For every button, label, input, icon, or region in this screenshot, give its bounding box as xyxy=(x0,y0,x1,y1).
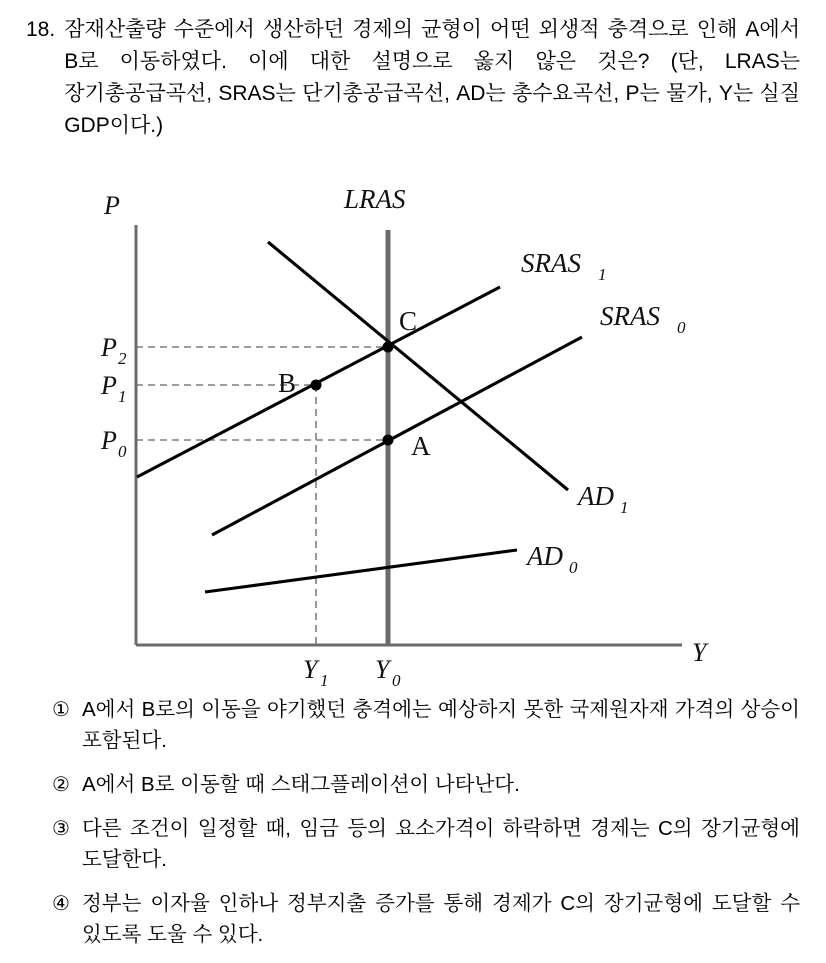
ad-as-diagram xyxy=(0,180,826,690)
tick-label-p0-sub: 0 xyxy=(118,442,127,461)
tick-label-p2-sub: 2 xyxy=(118,349,127,368)
question-block xyxy=(0,0,826,142)
choice-3-text: 다른 조건이 일정할 때, 임금 등의 요소가격이 하락하면 경제는 C의 장기균형에 도달한다. xyxy=(82,817,800,871)
choice-3[interactable] xyxy=(52,813,800,875)
tick-label-p1: P xyxy=(101,371,117,400)
choice-4-number: ④ xyxy=(52,891,70,915)
x-axis-label: Y xyxy=(692,638,707,667)
question-text: 잠재산출량 수준에서 생산하던 경제의 균형이 어떤 외생적 충격으로 인해 A에서 B로 이동하였다. 이에 대한 설명으로 옳지 않은 것은? (단, LRAS는 장기총공급곡선, SRAS는 단기총공급곡선, AD는 총수요곡선, P는 물가, Y는 실질 GDP이다.) xyxy=(64,18,800,137)
tick-label-p0: P xyxy=(101,426,117,455)
point-c-marker xyxy=(383,342,394,353)
tick-label-y1: Y xyxy=(303,655,318,684)
point-a-label: A xyxy=(411,431,431,461)
tick-label-p1-sub: 1 xyxy=(118,387,127,406)
ad-as-diagram-svg xyxy=(0,180,826,690)
ad0-label: AD xyxy=(527,541,563,571)
choice-2-text: A에서 B로 이동할 때 스태그플레이션이 나타난다. xyxy=(82,773,520,796)
answer-choices xyxy=(0,694,826,963)
lras-label: LRAS xyxy=(344,184,406,214)
choice-2-number: ② xyxy=(52,772,70,796)
y-axis-label: P xyxy=(104,191,120,220)
sras0-label: SRAS xyxy=(600,301,660,331)
point-b-label: B xyxy=(278,368,297,398)
choice-4-text: 정부는 이자율 인하나 정부지출 증가를 통해 경제가 C의 장기균형에 도달할 수 있도록 도울 수 있다. xyxy=(82,892,800,946)
point-b-marker xyxy=(311,380,322,391)
tick-label-p2: P xyxy=(101,333,117,362)
sras1-label: SRAS xyxy=(521,248,581,278)
choice-4[interactable] xyxy=(52,888,800,950)
tick-label-y1-sub: 1 xyxy=(320,671,329,690)
ad1-label: AD xyxy=(578,481,614,511)
ad0-curve xyxy=(205,550,517,592)
choice-2[interactable] xyxy=(52,769,800,800)
question-number: 18. xyxy=(26,18,56,41)
choice-1-text: A에서 B로의 이동을 야기했던 충격에는 예상하지 못한 국제원자재 가격의 상승이 포함된다. xyxy=(82,698,800,752)
sras0-label-sub: 0 xyxy=(677,318,686,337)
tick-label-y0-sub: 0 xyxy=(392,671,401,690)
tick-label-y0: Y xyxy=(375,655,390,684)
ad1-label-sub: 1 xyxy=(620,498,629,517)
point-c-label: C xyxy=(399,306,418,336)
sras0-curve xyxy=(212,337,582,535)
choice-1[interactable] xyxy=(52,694,800,756)
choice-3-number: ③ xyxy=(52,816,70,840)
point-a-marker xyxy=(383,435,394,446)
choice-1-number: ① xyxy=(52,697,70,721)
sras1-label-sub: 1 xyxy=(598,265,607,284)
ad0-label-sub: 0 xyxy=(569,558,578,577)
